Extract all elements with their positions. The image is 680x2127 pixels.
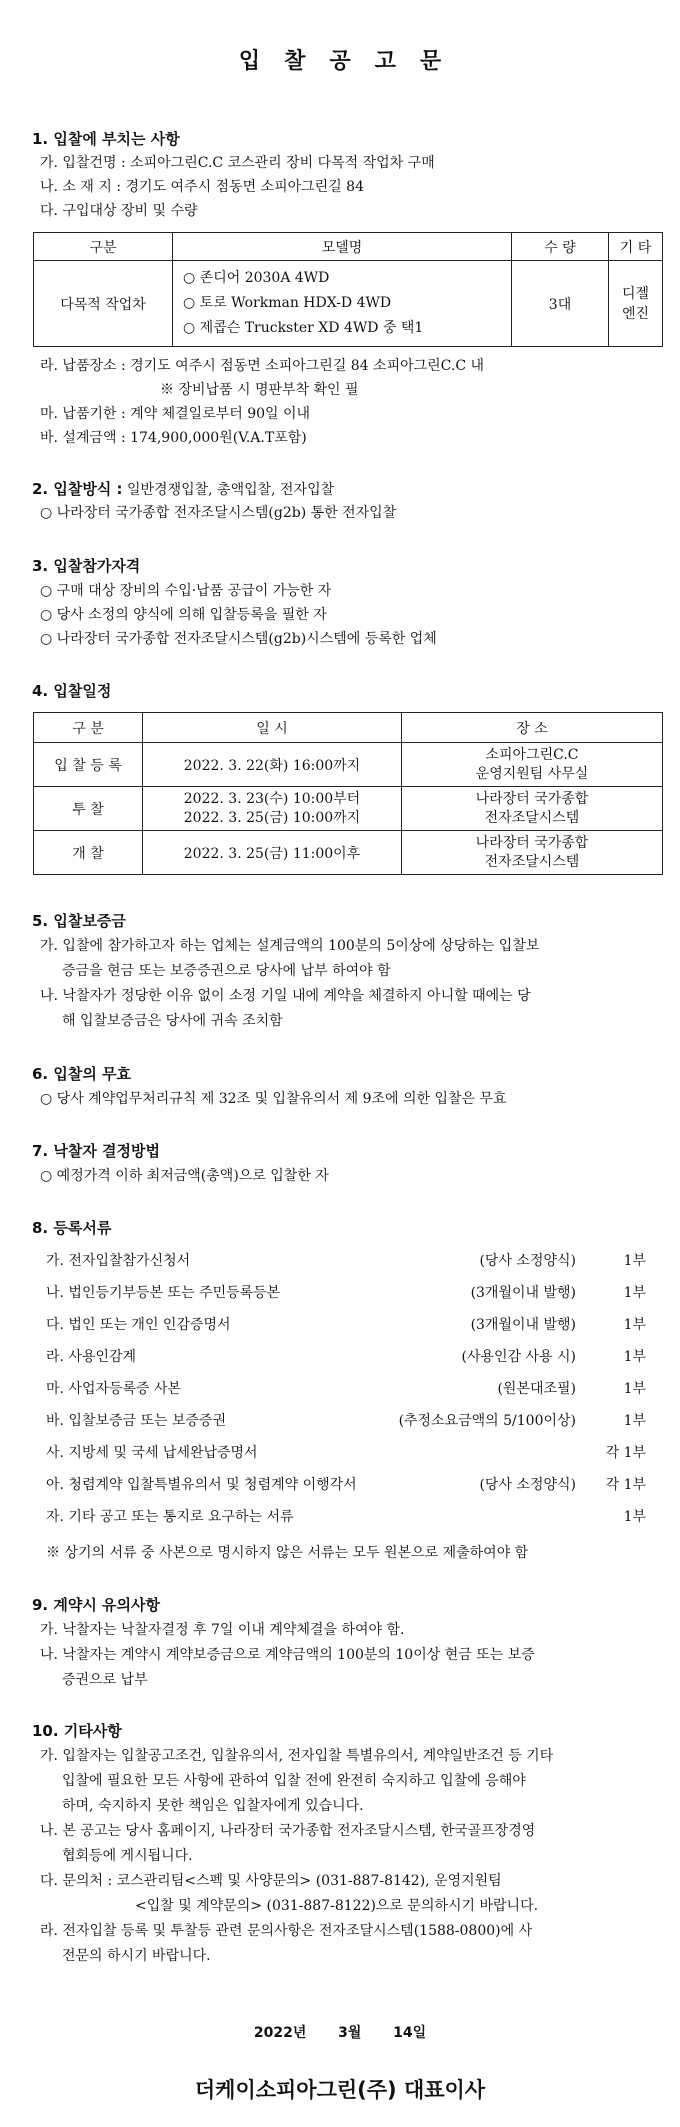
document-label: 라. 사용인감계 [46,1349,137,1365]
s3-item: ○ 나라장터 국가종합 전자조달시스템(g2b)시스템에 등록한 업체 [40,631,437,647]
equipment-category: 다목적 작업차 [34,261,173,347]
schedule-place [402,787,663,831]
document-note: (사용인감 사용 시) [461,1349,576,1365]
section-3-heading: 3. 입찰참가자격 [32,557,141,575]
schedule-label: 개 찰 [34,831,143,875]
s5-item-ga-cont: 증금을 현금 또는 보증증권으로 당사에 납부 하여야 함 [62,963,391,979]
equipment-etc [609,261,663,347]
announcement-date [0,2022,680,2042]
document-row [46,1346,646,1366]
document-label: 바. 입찰보증금 또는 보증증권 [46,1413,227,1429]
page-title: 입찰공고문 [238,48,466,74]
document-label: 마. 사업자등록증 사본 [46,1381,182,1397]
s1-item-ba: 바. 설계금액 : 174,900,000원(V.A.T포함) [40,430,307,446]
document-label: 나. 법인등기부등본 또는 주민등록등본 [46,1285,281,1301]
date-month: 3월 [338,2025,362,2041]
document-qty: 1부 [623,1349,646,1365]
s9-item-na-cont: 증권으로 납부 [62,1672,148,1688]
section-2-method: 일반경쟁입찰, 총액입찰, 전자입찰 [122,482,335,498]
section-7-heading: 7. 낙찰자 결정방법 [32,1142,161,1160]
schedule-place [402,743,663,787]
document-qty: 1부 [623,1253,646,1269]
section-2-title: 2. 입찰방식 : [32,480,123,498]
schedule-time [143,831,402,875]
s1-item-ra: 라. 납품장소 : 경기도 여주시 점동면 소피아그린길 84 소피아그린C.C 내 [40,358,485,374]
s5-item-na: 나. 낙찰자가 정당한 이유 없이 소정 기일 내에 계약을 체결하지 아니할 때에는 당 [40,988,531,1004]
schedule-row [34,831,663,875]
document-note: (3개월이내 발행) [470,1285,576,1301]
s10-item-na: 나. 본 공고는 당사 홈페이지, 나라장터 국가종합 전자조달시스템, 한국골프장경영 [40,1823,536,1839]
equipment-header-qty: 수 량 [512,233,609,261]
s7-item: ○ 예정가격 이하 최저금액(총액)으로 입찰한 자 [40,1168,329,1184]
section-1-heading: 1. 입찰에 부치는 사항 [32,130,180,148]
schedule-label: 입 찰 등 록 [34,743,143,787]
schedule-place-line: 전자조달시스템 [484,809,580,826]
s1-item-na: 나. 소 재 지 : 경기도 여주시 점동면 소피아그린길 84 [40,179,364,195]
s10-item-da-cont: <입찰 및 계약문의> (031-887-8122)으로 문의하시기 바랍니다. [135,1898,539,1914]
document-row [46,1314,646,1334]
s9-item-na: 나. 낙찰자는 계약시 계약보증금으로 계약금액의 100분의 10이상 현금 또는 보증 [40,1647,535,1663]
equipment-header-etc: 기 타 [609,233,663,261]
document-qty: 1부 [623,1413,646,1429]
s10-item-na-cont: 협회등에 게시됩니다. [62,1848,193,1864]
date-day: 14일 [393,2025,427,2041]
document-row [46,1442,646,1462]
section-8-heading: 8. 등록서류 [32,1219,112,1237]
document-label: 다. 법인 또는 개인 인감증명서 [46,1317,231,1333]
document-note: (당사 소정양식) [479,1253,576,1269]
schedule-time-line: 2022. 3. 22(화) 16:00까지 [183,757,361,774]
document-qty: 각 1부 [605,1477,646,1493]
schedule-header-time: 일 시 [143,713,402,743]
etc-line: 엔진 [621,305,650,322]
schedule-place-line: 전자조달시스템 [484,853,580,870]
section-2-heading [32,478,334,499]
s10-item-ra-cont: 전문의 하시기 바랍니다. [62,1948,211,1964]
document-row [46,1250,646,1270]
document-label: 아. 청렴계약 입찰특별유의서 및 청렴계약 이행각서 [46,1477,357,1493]
schedule-time-line: 2022. 3. 25(금) 10:00까지 [183,809,361,826]
equipment-header-category: 구분 [34,233,173,261]
s10-item-ga-cont: 하며, 숙지하지 못한 책임은 입찰자에게 있습니다. [62,1798,364,1814]
document-note: (원본대조필) [497,1381,576,1397]
s9-item-ga: 가. 낙찰자는 낙찰자결정 후 7일 이내 계약체결을 하여야 함. [40,1622,405,1638]
document-qty: 1부 [623,1317,646,1333]
document-note: (3개월이내 발행) [470,1317,576,1333]
s3-item: ○ 당사 소정의 양식에 의해 입찰등록을 필한 자 [40,607,327,623]
equipment-models [173,261,512,347]
model-option: ○ 제콥슨 Truckster XD 4WD 중 택1 [183,320,424,336]
document-row [46,1282,646,1302]
schedule-time-line: 2022. 3. 23(수) 10:00부터 [183,790,361,807]
equipment-qty: 3대 [512,261,609,347]
document-label: 사. 지방세 및 국세 납세완납증명서 [46,1445,258,1461]
equipment-table [33,232,663,347]
document-row [46,1506,646,1526]
s2-item: ○ 나라장터 국가종합 전자조달시스템(g2b) 통한 전자입찰 [40,505,397,521]
model-option: ○ 토로 Workman HDX-D 4WD [183,295,392,311]
schedule-label: 투 찰 [34,787,143,831]
document-qty: 1부 [623,1509,646,1525]
section-10-heading: 10. 기타사항 [32,1722,122,1740]
document-note: (추정소요금액의 5/100이상) [398,1413,576,1429]
schedule-place-line: 나라장터 국가종합 [475,790,589,807]
schedule-time [143,743,402,787]
schedule-time [143,787,402,831]
schedule-place [402,831,663,875]
schedule-place-line: 소피아그린C.C [485,746,579,763]
schedule-time-line: 2022. 3. 25(금) 11:00이후 [183,845,361,862]
document-qty: 1부 [623,1285,646,1301]
equipment-header-model: 모델명 [173,233,512,261]
etc-line: 디젤 [621,285,650,302]
s10-item-da: 다. 문의처 : 코스관리팀<스펙 및 사양문의> (031-887-8142), 운영지원팀 [40,1873,502,1889]
s5-item-ga: 가. 입찰에 참가하고자 하는 업체는 설계금액의 100분의 5이상에 상당하는 입찰보 [40,938,540,954]
section-6-heading: 6. 입찰의 무효 [32,1065,132,1083]
s1-item-ga: 가. 입찰건명 : 소피아그린C.C 코스관리 장비 다목적 작업차 구매 [40,155,435,171]
s10-item-ra: 라. 전자입찰 등록 및 투찰등 관련 문의사항은 전자조달시스템(1588-0800)에 사 [40,1923,533,1939]
document-row [46,1410,646,1430]
section-5-heading: 5. 입찰보증금 [32,912,126,930]
section-9-heading: 9. 계약시 유의사항 [32,1596,161,1614]
schedule-row [34,743,663,787]
s10-item-ga: 가. 입찰자는 입찰공고조건, 입찰유의서, 전자입찰 특별유의서, 계약일반조건 등 기타 [40,1748,554,1764]
s6-item: ○ 당사 계약업무처리규칙 제 32조 및 입찰유의서 제 9조에 의한 입찰은 무효 [40,1091,507,1107]
section-4-heading: 4. 입찰일정 [32,682,112,700]
s1-item-ra-note: ※ 장비납품 시 명판부착 확인 필 [160,382,359,398]
date-year: 2022년 [253,2025,307,2041]
s5-item-na-cont: 해 입찰보증금은 당사에 귀속 조치함 [62,1013,283,1029]
schedule-table [33,712,663,875]
document-note: (당사 소정양식) [479,1477,576,1493]
document-row [46,1378,646,1398]
schedule-place-line: 나라장터 국가종합 [475,834,589,851]
schedule-row [34,787,663,831]
s1-item-ma: 마. 납품기한 : 계약 체결일로부터 90일 이내 [40,406,311,422]
document-label: 자. 기타 공고 또는 통지로 요구하는 서류 [46,1509,294,1525]
document-row [46,1474,646,1494]
s1-item-da: 다. 구입대상 장비 및 수량 [40,203,198,219]
s10-item-ga-cont: 입찰에 필요한 모든 사항에 관하여 입찰 전에 완전히 숙지하고 입찰에 응해야 [62,1773,526,1789]
schedule-header-place: 장 소 [402,713,663,743]
s8-note: ※ 상기의 서류 중 사본으로 명시하지 않은 서류는 모두 원본으로 제출하여야 함 [46,1545,529,1561]
schedule-header-type: 구 분 [34,713,143,743]
company-signature: 더케이소피아그린(주) 대표이사 [194,2078,486,2102]
document-qty: 1부 [623,1381,646,1397]
document-qty: 각 1부 [605,1445,646,1461]
document-label: 가. 전자입찰참가신청서 [46,1253,191,1269]
schedule-place-line: 운영지원팀 사무실 [475,765,589,782]
s3-item: ○ 구매 대상 장비의 수입·납품 공급이 가능한 자 [40,583,332,599]
model-option: ○ 존디어 2030A 4WD [183,270,330,286]
